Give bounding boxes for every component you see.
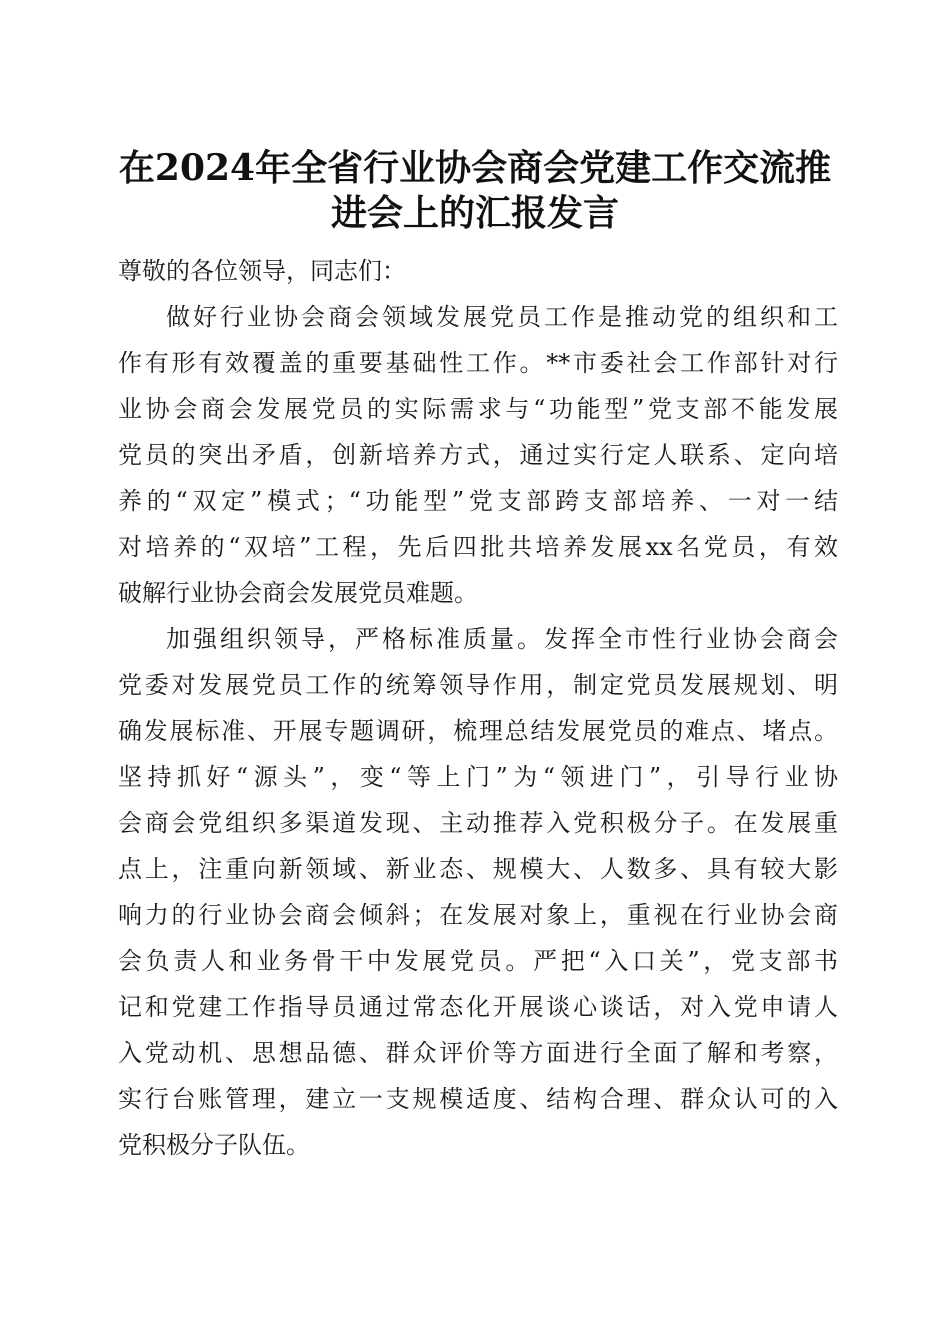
paragraph-line: 响力的行业协会商会倾斜；在发展对象上，重视在行业协会商 (118, 901, 838, 929)
document-title-line-2: 进会上的汇报发言 (330, 192, 619, 234)
paragraph-line: 加强组织领导，严格标准质量。发挥全市性行业协会商会 (166, 625, 838, 653)
paragraph-line: 会商会党组织多渠道发现、主动推荐入党积极分子。在发展重 (118, 809, 838, 837)
paragraph-line: 党积极分子队伍。 (118, 1131, 310, 1159)
paragraph-line: 党员的突出矛盾，创新培养方式，通过实行定人联系、定向培 (118, 441, 838, 469)
paragraph-line: 会负责人和业务骨干中发展党员。严把“入口关”，党支部书 (118, 947, 838, 975)
paragraph-line: 确发展标准、开展专题调研，梳理总结发展党员的难点、堵点。 (118, 717, 838, 745)
paragraph-2 (118, 616, 838, 1168)
document-title-line-1: 在2024年全省行业协会商会党建工作交流推 (118, 147, 832, 189)
paragraph-line: 养的“双定”模式；“功能型”党支部跨支部培养、一对一结 (118, 487, 838, 515)
paragraph-line: 对培养的“双培”工程，先后四批共培养发展xx名党员，有效 (118, 533, 838, 561)
paragraph-line: 党委对发展党员工作的统筹领导作用，制定党员发展规划、明 (118, 671, 838, 699)
document-body (118, 248, 838, 1168)
paragraph-line: 破解行业协会商会发展党员难题。 (118, 579, 478, 607)
paragraph-1 (118, 294, 838, 616)
paragraph-line: 坚持抓好“源头”，变“等上门”为“领进门”，引导行业协 (118, 763, 838, 791)
paragraph-line: 作有形有效覆盖的重要基础性工作。**市委社会工作部针对行 (118, 349, 838, 377)
paragraph-line: 点上，注重向新领域、新业态、规模大、人数多、具有较大影 (118, 855, 838, 883)
paragraph-line: 记和党建工作指导员通过常态化开展谈心谈话，对入党申请人 (118, 993, 838, 1021)
paragraph-line: 做好行业协会商会领域发展党员工作是推动党的组织和工 (166, 303, 838, 331)
salutation: 尊敬的各位领导，同志们： (118, 257, 406, 285)
paragraph-line: 业协会商会发展党员的实际需求与“功能型”党支部不能发展 (118, 395, 838, 423)
paragraph-line: 入党动机、思想品德、群众评价等方面进行全面了解和考察， (118, 1039, 838, 1067)
paragraph-line: 实行台账管理，建立一支规模适度、结构合理、群众认可的入 (118, 1085, 838, 1113)
